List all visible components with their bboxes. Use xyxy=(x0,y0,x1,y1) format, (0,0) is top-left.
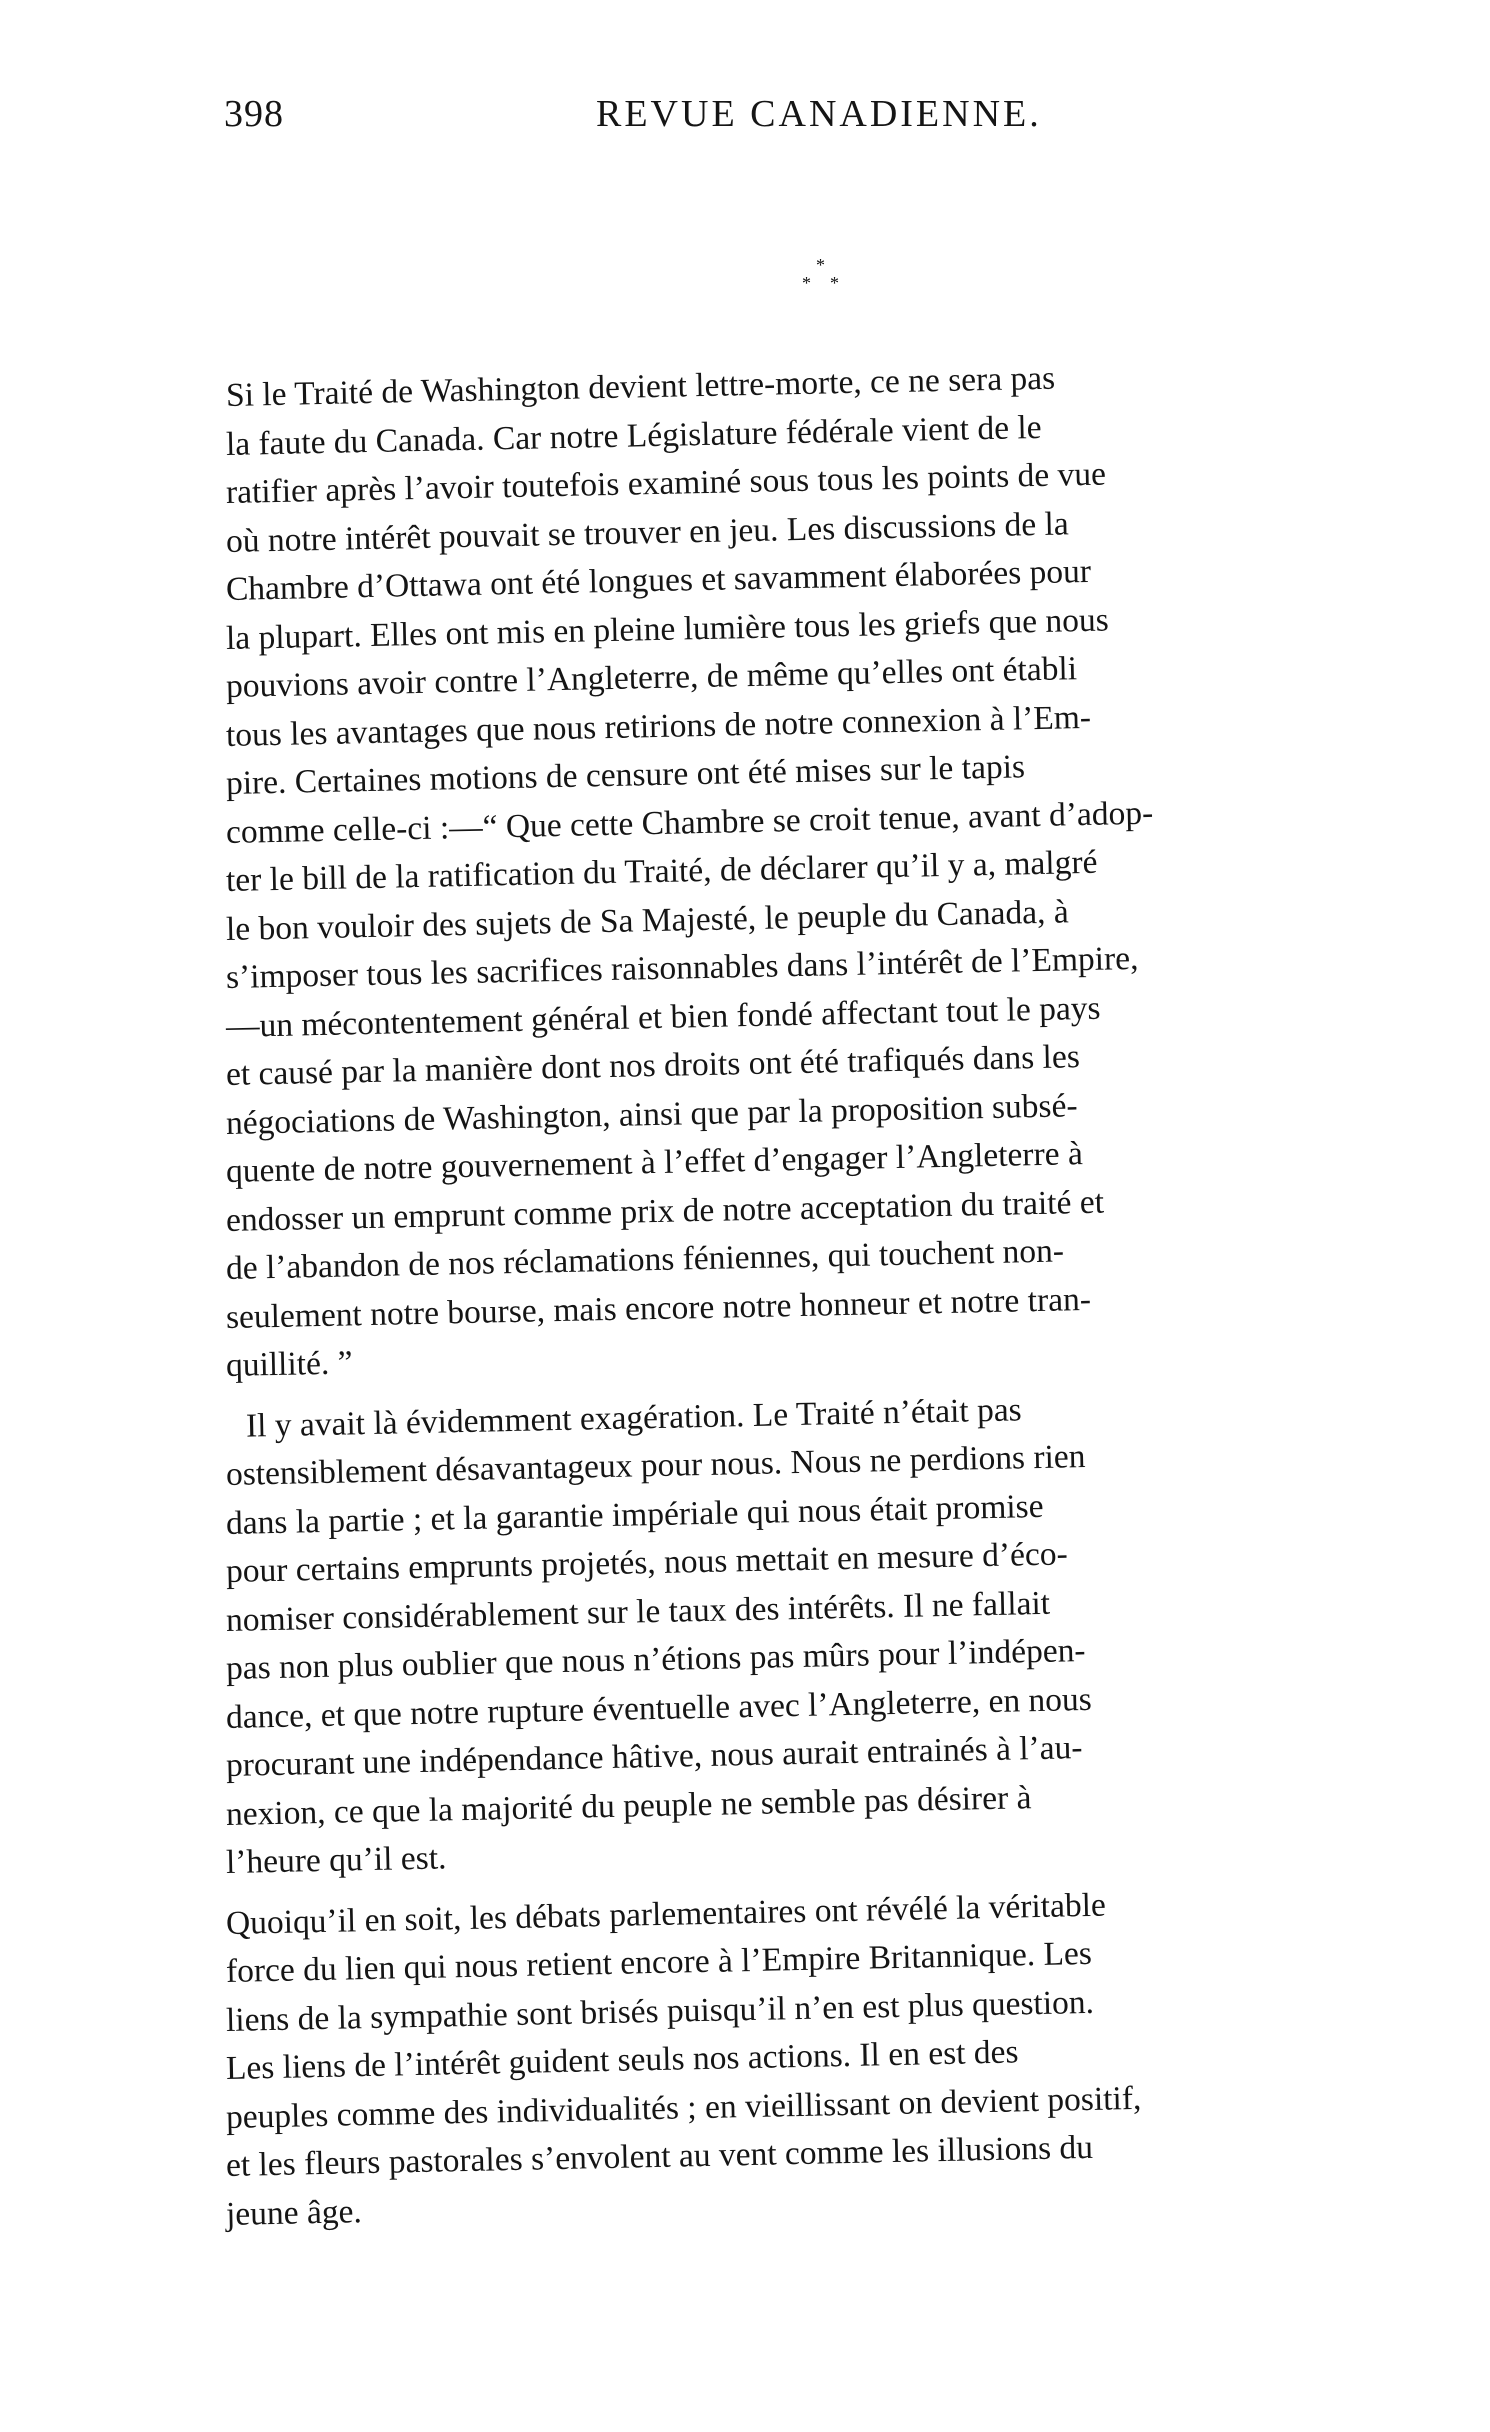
asterism-star-left: * xyxy=(802,273,811,293)
body-text xyxy=(225,359,1406,2239)
text-line: Quoiqu’il en soit, les débats parlementaires ont révélé la véritable xyxy=(225,1886,1107,1942)
text-line: peuples comme des individualités ; en vieillissant on devient positif, xyxy=(225,2079,1142,2136)
text-line: dans la partie ; et la garantie impériale qui nous était promise xyxy=(225,1487,1044,1542)
text-line: Les liens de l’intérêt guident seuls nos actions. Il en est des xyxy=(225,2033,1019,2087)
text-line: de l’abandon de nos réclamations féniennes, qui touchent non- xyxy=(225,1232,1065,1287)
text-line: pas non plus oublier que nous n’étions pas mûrs pour l’indépen- xyxy=(225,1632,1086,1687)
text-line: le bon vouloir des sujets de Sa Majesté, le peuple du Canada, à xyxy=(225,892,1070,948)
paragraph xyxy=(225,359,1406,1391)
text-line: comme celle-ci :—“ Que cette Chambre se croit tenue, avant d’adop- xyxy=(225,794,1154,851)
text-line: force du lien qui nous retient encore à l’Empire Britannique. Les xyxy=(225,1934,1093,1990)
text-line: endosser un emprunt comme prix de notre acceptation du traité et xyxy=(225,1183,1105,1239)
journal-title: REVUE CANADIENNE. xyxy=(596,93,1042,135)
text-line: quillité. ” xyxy=(225,1344,353,1384)
text-line: pire. Certaines motions de censure ont été mises sur le tapis xyxy=(225,748,1026,802)
text-line: procurant une indépendance hâtive, nous aurait entrainés à l’au- xyxy=(225,1729,1083,1784)
page-number: 398 xyxy=(224,93,284,135)
text-line: et les fleurs pastorales s’envolent au vent comme les illusions du xyxy=(225,2128,1094,2184)
running-head xyxy=(224,92,1064,142)
text-line: ostensiblement désavantageux pour nous. Nous ne perdions rien xyxy=(225,1438,1086,1493)
text-line: Il y avait là évidemment exagération. Le Traité n’était pas xyxy=(245,1390,1023,1445)
text-line: négociations de Washington, ainsi que par la proposition subsé- xyxy=(225,1086,1078,1142)
text-line: jeune âge. xyxy=(225,2192,363,2233)
text-line: ter le bill de la ratification du Traité, de déclarer qu’il y a, malgré xyxy=(225,843,1098,899)
text-line: Chambre d’Ottawa ont été longues et savamment élaborées pour xyxy=(225,552,1092,608)
text-line: où notre intérêt pouvait se trouver en jeu. Les discussions de la xyxy=(225,504,1070,560)
text-line: ratifier après l’avoir toutefois examiné sous tous les points de vue xyxy=(225,455,1107,511)
text-line: pour certains emprunts projetés, nous mettait en mesure d’éco- xyxy=(225,1535,1069,1590)
paragraph xyxy=(225,1390,1406,1888)
text-line: —un mécontentement général et bien fondé affectant tout le pays xyxy=(225,989,1101,1045)
asterism-star-right: * xyxy=(830,273,839,293)
text-line: pouvions avoir contre l’Angleterre, de même qu’elles ont établi xyxy=(225,650,1078,705)
text-line: seulement notre bourse, mais encore notre honneur et notre tran- xyxy=(225,1280,1092,1336)
text-line: liens de la sympathie sont brisés puisqu’il n’en est plus question. xyxy=(225,1983,1095,2039)
text-line: nexion, ce que la majorité du peuple ne semble pas désirer à xyxy=(225,1778,1032,1833)
text-line: dance, et que notre rupture éventuelle avec l’Angleterre, en nous xyxy=(225,1680,1093,1736)
text-line: quente de notre gouvernement à l’effet d’engager l’Angleterre à xyxy=(225,1135,1084,1190)
text-line: tous les avantages que nous retirions de notre connexion à l’Em- xyxy=(225,698,1092,754)
text-line: et causé par la manière dont nos droits ont été trafiqués dans les xyxy=(225,1038,1081,1093)
text-line: la plupart. Elles ont mis en pleine lumière tous les griefs que nous xyxy=(225,601,1110,657)
text-line: nomiser considérablement sur le taux des intérêts. Il ne fallait xyxy=(225,1584,1051,1639)
section-break-asterism xyxy=(800,256,848,296)
text-line: Si le Traité de Washington devient lettre-morte, ce ne sera pas xyxy=(225,359,1056,414)
paragraph xyxy=(225,1886,1406,2240)
text-line: la faute du Canada. Car notre Législature fédérale vient de le xyxy=(225,408,1042,463)
asterism-star-top: * xyxy=(816,255,825,275)
text-line: l’heure qu’il est. xyxy=(225,1839,447,1881)
text-line: s’imposer tous les sacrifices raisonnables dans l’intérêt de l’Empire, xyxy=(225,939,1139,996)
